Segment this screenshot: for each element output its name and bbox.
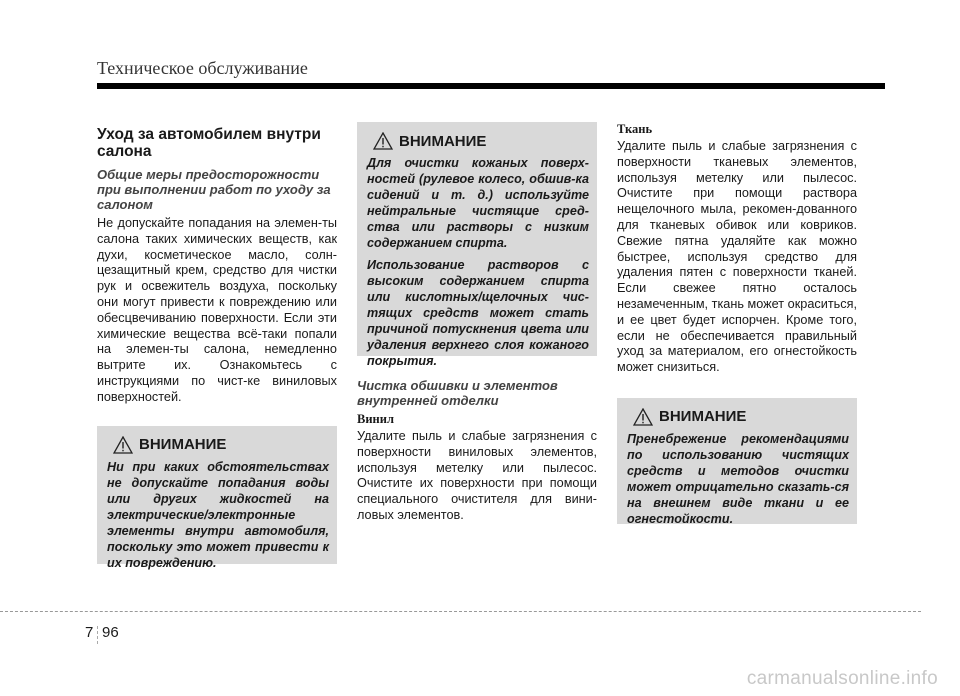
warning-paragraph-2: Использование растворов с высоким содержанием спирта или кислотных/щелочных чис-тящих средств может стать причиной потускнения цвета или удаления верхнего слоя кожаного покрытия. — [367, 258, 589, 368]
page-chapter-number: 7 — [85, 624, 94, 641]
header-rule — [97, 83, 885, 89]
vinyl-body: Удалите пыль и слабые загрязнения с поверхности виниловых элементов, используя метелку или пылесос. Очистите их поверхности при помощи специального очистителя для вини-ловых элементов. — [357, 429, 597, 522]
warning-box-leather — [357, 122, 597, 368]
subheading-precautions: Общие меры предосторожности при выполнении работ по уходу за салоном — [97, 167, 331, 212]
footer-rule — [0, 611, 921, 612]
warning-title-text: ВНИМАНИЕ — [659, 408, 747, 426]
section-heading: Уход за автомобилем внутри салона — [97, 126, 321, 160]
warning-title — [107, 436, 329, 454]
warning-text: Ни при каких обстоятельствах не допускайте попадания воды или других жидкостей на электрические/электронные элементы внутри автомобиля, поскольку это может привести к их повреждению. — [107, 459, 329, 570]
warning-triangle-icon — [373, 132, 393, 150]
fabric-body: Удалите пыль и слабые загрязнения с поверхности тканевых элементов, используя метелку или пылесос. Очистите при помощи раствора нещелочного мыла, рекомен-дованного для тканевых обивок или ковриков. Свежие пятна удаляйте как можно быстрее, используя средство для удаления пятен с поверхности тканей. Если свежее пятно осталось незамеченным, ткань может окраситься, и ее цвет будет испорчен. Кроме того, если не обеспечивается правильный уход за материалом, его огнестойкость может снизиться. — [617, 139, 857, 375]
fabric-heading: Ткань — [617, 122, 653, 136]
warning-title-text: ВНИМАНИЕ — [399, 132, 487, 150]
warning-title-text: ВНИМАНИЕ — [139, 436, 227, 454]
subheading-interior-cleaning: Чистка обшивки и элементов внутренней отделки — [357, 378, 558, 408]
warning-box-liquids — [97, 426, 337, 570]
warning-title — [627, 408, 849, 426]
page-header-title: Техническое обслуживание — [97, 58, 308, 78]
column-2 — [357, 122, 597, 524]
column-1 — [97, 122, 337, 570]
warning-box-fabric — [617, 398, 857, 524]
page-number: 96 — [102, 624, 119, 641]
warning-title — [367, 132, 589, 150]
warning-paragraph-1: Для очистки кожаных поверх-ностей (рулевое колесо, обшив-ка сидений и т. д.) используйте нейтральные чистящие сред-ства или растворы с низким содержанием спирта. — [367, 156, 589, 250]
watermark: carmanualsonline.info — [746, 668, 938, 689]
vinyl-heading: Винил — [357, 412, 394, 426]
footer-divider — [97, 626, 98, 644]
warning-triangle-icon — [633, 408, 653, 426]
warning-text: Пренебрежение рекомендациями по использованию чистящих средств и методов очистки может отрицательно сказать-ся на внешнем виде ткани и ее огнестойкости. — [627, 431, 849, 526]
warning-triangle-icon — [113, 436, 133, 454]
precautions-body: Не допускайте попадания на элемен-ты салона таких химических веществ, как духи, косметическое масло, солн-цезащитный крем, средство для чистки рук и освежитель воздуха, поскольку они могут привести к повреждению или обесцвечиванию поверхности. Если эти химические вещества всё-таки попали на элемен-ты салона, немедленно вытрите их. Ознакомьтесь с инструкциями по чист-ке виниловых поверхностей. — [97, 216, 337, 404]
column-3 — [617, 122, 857, 524]
